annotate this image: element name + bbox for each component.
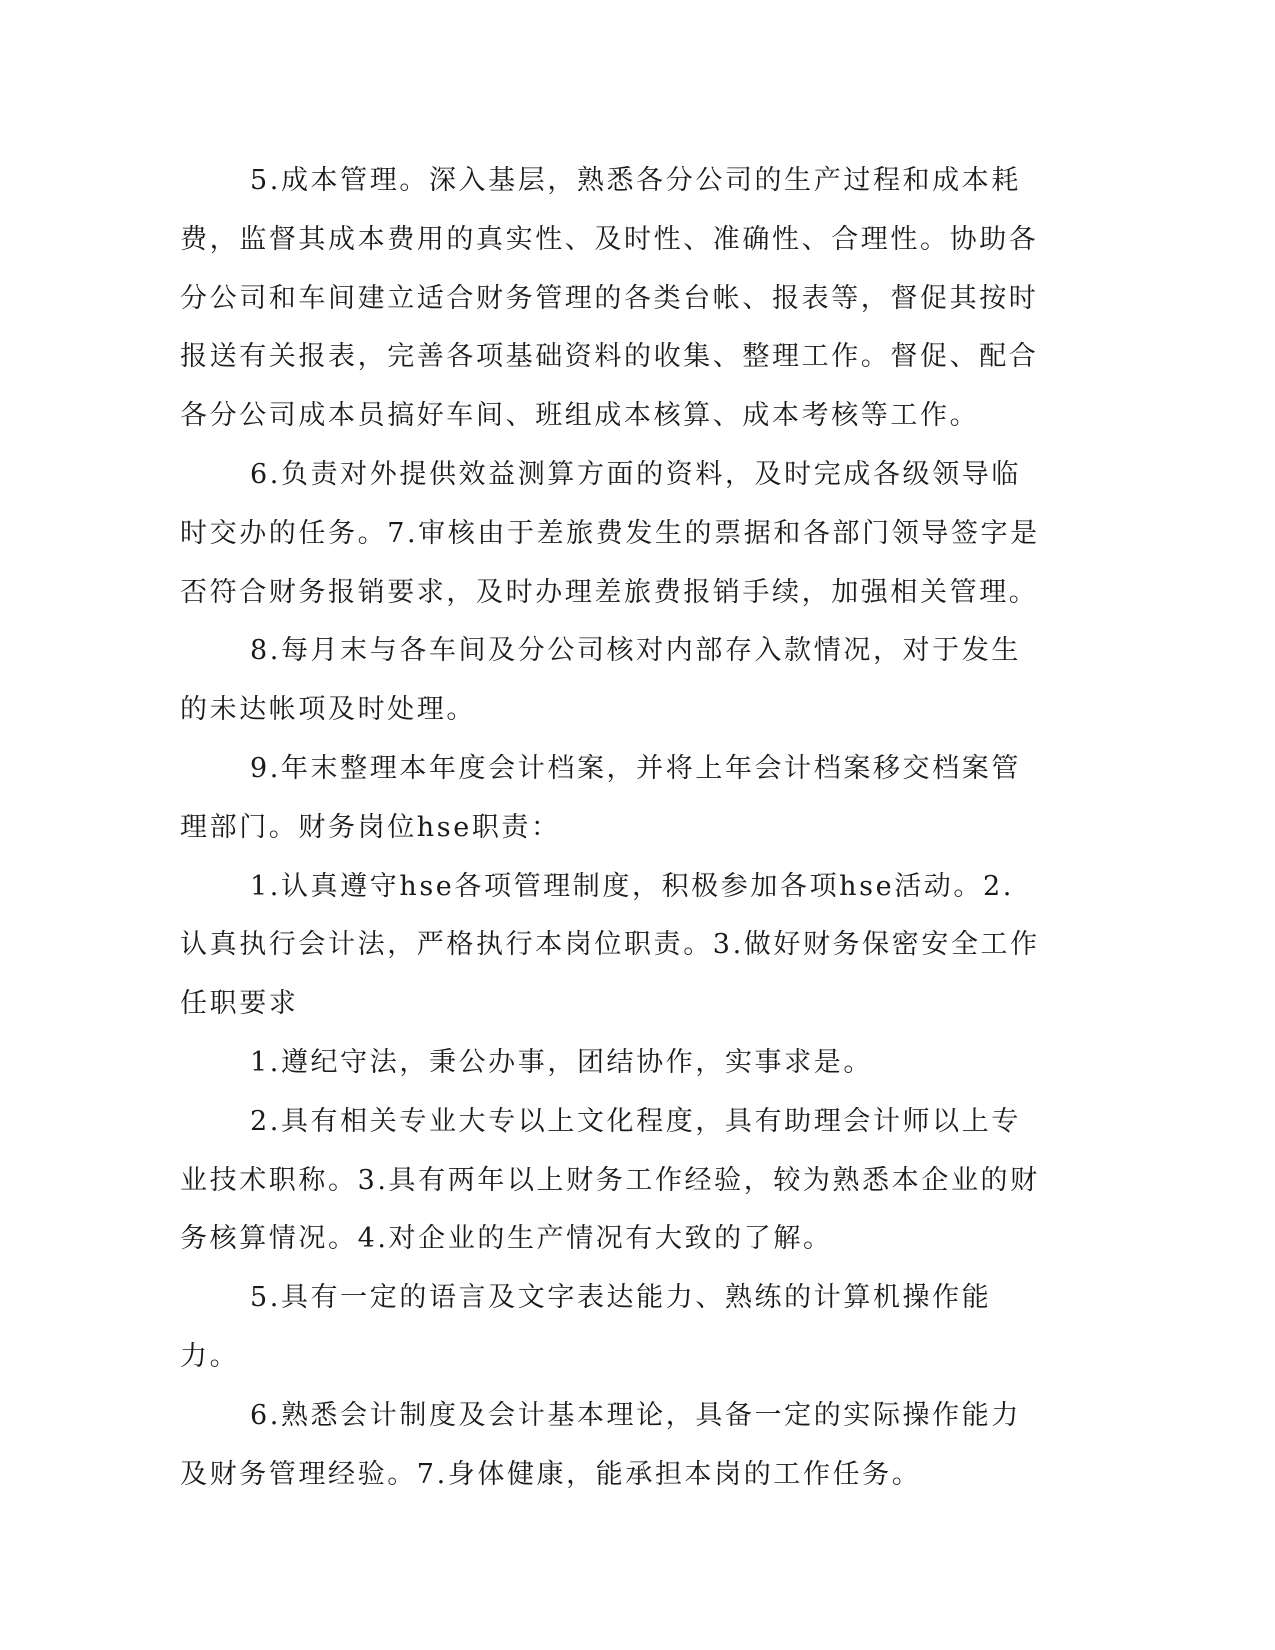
- paragraph-requirement-1: 1.遵纪守法，秉公办事，团结协作，实事求是。: [250, 1046, 873, 1078]
- paragraph-benefit-calculation: 6.负责对外提供效益测算方面的资料，及时完成各级领导临时交办的任务。7.审核由于差旅费发生的票据和各部门领导签字是否符合财务报销要求，及时办理差旅费报销手续，加强相关管理。: [180, 458, 1040, 608]
- paragraph-requirement-2: 2.具有相关专业大专以上文化程度，具有助理会计师以上专业技术职称。3.具有两年以上财务工作经验，较为熟悉本企业的财务核算情况。4.对企业的生产情况有大致的了解。: [180, 1105, 1040, 1255]
- paragraph-requirement-6: 6.熟悉会计制度及会计基本理论，具备一定的实际操作能力及财务管理经验。7.身体健康，能承担本岗的工作任务。: [180, 1399, 1021, 1490]
- paragraph-cost-management: 5.成本管理。深入基层，熟悉各分公司的生产过程和成本耗费，监督其成本费用的真实性、及时性、准确性、合理性。协助各分公司和车间建立适合财务管理的各类台帐、报表等，督促其按时报送有关报表，完善各项基础资料的收集、整理工作。督促、配合各分公司成本员搞好车间、班组成本核算、成本考核等工作。: [180, 165, 1039, 432]
- paragraph-requirement-5: 5.具有一定的语言及文字表达能力、熟练的计算机操作能力。: [180, 1282, 992, 1372]
- paragraph-monthly-reconciliation: 8.每月末与各车间及分公司核对内部存入款情况，对于发生的未达帐项及时处理。: [180, 635, 1021, 726]
- paragraph-hse-duties: 1.认真遵守hse各项管理制度，积极参加各项hse活动。2.认真执行会计法，严格执行本岗位职责。3.做好财务保密安全工作任职要求: [180, 870, 1040, 1020]
- document-body: [180, 152, 1042, 1504]
- paragraph-year-end-archive: 9.年末整理本年度会计档案，并将上年会计档案移交档案管理部门。财务岗位hse职责：: [180, 752, 1021, 843]
